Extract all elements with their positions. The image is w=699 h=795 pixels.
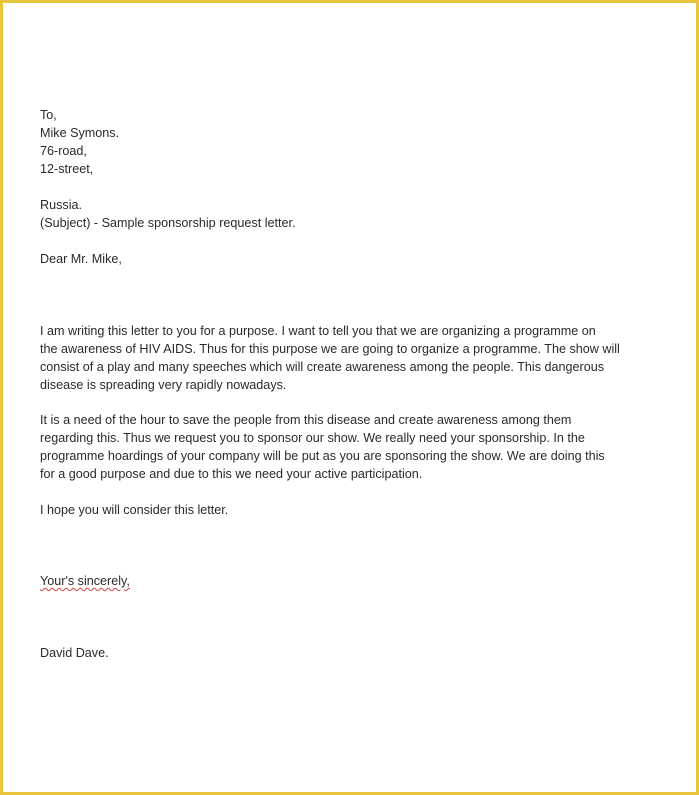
paragraph-line: I am writing this letter to you for a purpose. I want to tell you that we are organizing a programme on — [40, 324, 596, 338]
country: Russia. — [40, 198, 82, 212]
address-line: To, — [40, 108, 57, 122]
paragraph-line: the awareness of HIV AIDS. Thus for this purpose we are going to organize a programme. The show will — [40, 342, 620, 356]
recipient-address — [40, 106, 666, 178]
signature: David Dave. — [40, 646, 109, 660]
address-line: 12-street, — [40, 162, 94, 176]
paragraph-line: programme hoardings of your company will be put as you are sponsoring the show. We are doing this — [40, 449, 605, 463]
subject-line: (Subject) - Sample sponsorship request letter. — [40, 216, 296, 230]
salutation: Dear Mr. Mike, — [40, 252, 122, 266]
paragraph-line: disease is spreading very rapidly nowadays. — [40, 378, 287, 392]
paragraph-line: It is a need of the hour to save the people from this disease and create awareness among them — [40, 413, 572, 427]
closing-block — [40, 572, 666, 590]
country-subject — [40, 196, 666, 232]
signature-block — [40, 644, 666, 662]
address-line: 76-road, — [40, 144, 87, 158]
paragraph-line: regarding this. Thus we request you to sponsor our show. We really need your sponsorship. In the — [40, 431, 585, 445]
paragraph-line: I hope you will consider this letter. — [40, 503, 229, 517]
paragraph-line: for a good purpose and due to this we need your active participation. — [40, 467, 423, 481]
paragraph-2 — [40, 411, 666, 483]
paragraph-1 — [40, 322, 666, 394]
paragraph-3 — [40, 501, 666, 519]
closing: Your's sincerely, — [40, 574, 130, 588]
paragraph-line: consist of a play and many speeches which will create awareness among the people. This dangerous — [40, 360, 605, 374]
address-line: Mike Symons. — [40, 126, 120, 140]
salutation-block — [40, 250, 666, 268]
